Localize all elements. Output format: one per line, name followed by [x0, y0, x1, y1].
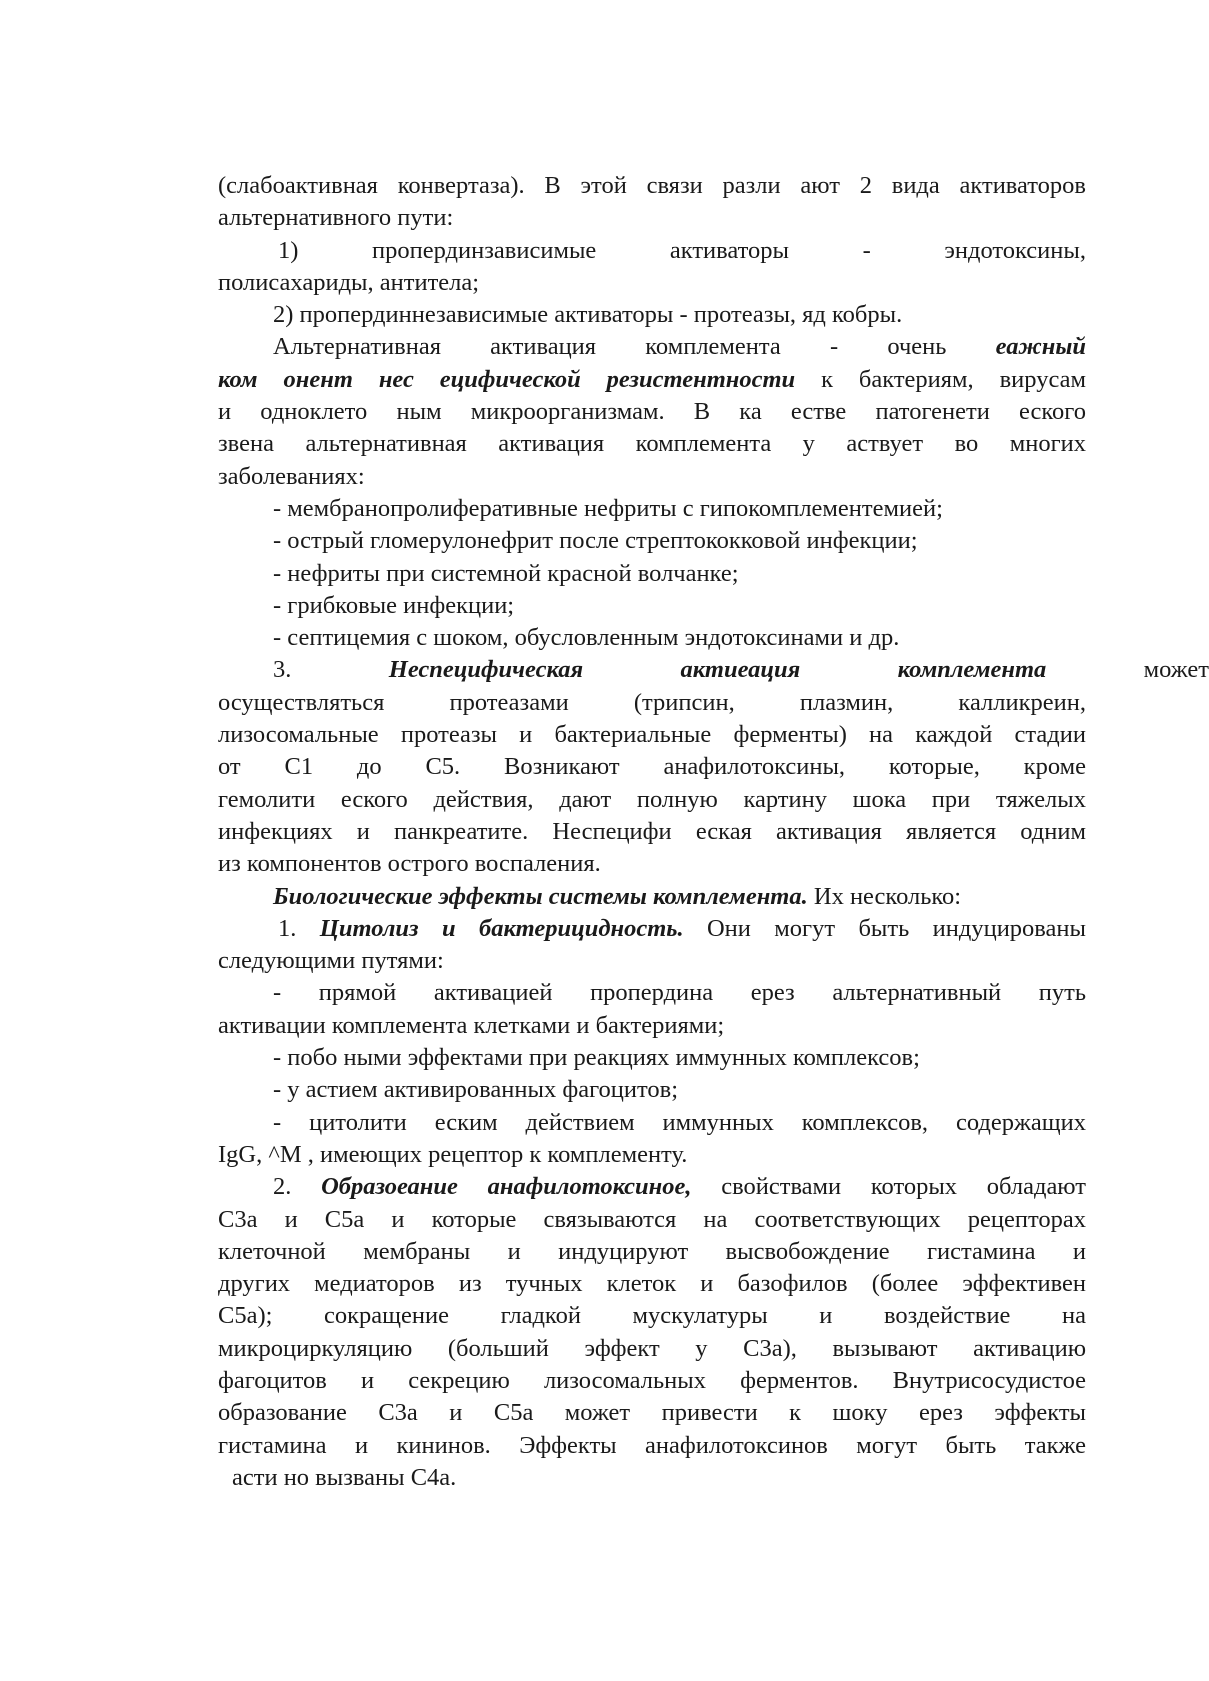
line-text: Они могут быть индуцированы	[683, 914, 1086, 942]
list-item	[218, 913, 1086, 945]
text-line: лизосомальные протеазы и бактериальные ферменты) на каждой стадии	[218, 721, 1086, 749]
list-item: - острый гломерулонефрит после стрептококковой инфекции;	[273, 527, 918, 555]
list-item: - нефриты при системной красной волчанке;	[273, 559, 739, 587]
text-line: звена альтернативная активация комплемента у аствует во многих	[218, 430, 1086, 458]
line-text: к бактериям, вирусам	[795, 365, 1086, 393]
text-line: инфекциях и панкреатите. Неспецифи еская активация является одним	[218, 817, 1086, 845]
text-line: гемолити еского действия, дают полную картину шока при тяжелых	[218, 785, 1086, 813]
text-line: образование С3а и С5а может привести к шоку ерез эффекты	[218, 1399, 1086, 1427]
text-line: IgG, ^М , имеющих рецептор к комплементу.	[218, 1140, 688, 1168]
list-item: - побо ными эффектами при реакциях иммунных комплексов;	[273, 1044, 920, 1072]
list-item: 1) пропердинзависимые активаторы - эндотоксины,	[278, 236, 1086, 264]
list-item: - цитолити еским действием иммунных комплексов, содержащих	[273, 1108, 1086, 1136]
emphasis-text: Неспецифическая актиеация комплемента	[388, 656, 1047, 684]
text-line: следующими путями:	[218, 947, 444, 975]
list-item: - прямой активацией пропердина ерез альтернативный путь	[273, 979, 1086, 1007]
text-line: С3а и С5а и которые связываются на соответствующих рецепторах	[218, 1205, 1086, 1233]
line-text: может	[1046, 656, 1209, 684]
line-text: свойствами которых обладают	[691, 1173, 1086, 1201]
list-item: - септицемия с шоком, обусловленным эндотоксинами и др.	[273, 624, 900, 652]
line-text: 2.	[273, 1173, 322, 1201]
text-line: осуществляться протеазами (трипсин, плазмин, калликреин,	[218, 688, 1086, 716]
text-line: других медиаторов из тучных клеток и базофилов (более эффективен	[218, 1270, 1086, 1298]
text-line: альтернативного пути:	[218, 204, 454, 232]
document-page	[218, 170, 1209, 1494]
text-line: фагоцитов и секрецию лизосомальных ферментов. Внутрисосудистое	[218, 1366, 1086, 1394]
list-item: - у астием активированных фагоцитов;	[273, 1076, 679, 1104]
text-line: активации комплемента клетками и бактериями;	[218, 1011, 725, 1039]
text-line: от С1 до С5. Возникают анафилотоксины, которые, кроме	[218, 753, 1086, 781]
line-text: Их несколько:	[807, 882, 962, 910]
emphasis-text: Образоеание анафилотоксиное,	[321, 1173, 692, 1201]
emphasis-text: Цитолиз и бактерицидность.	[319, 914, 684, 942]
line-text: Альтернативная активация комплемента - очень	[273, 333, 996, 361]
section-heading-line	[218, 654, 1209, 686]
text-line: С5а); сокращение гладкой мускулатуры и воздействие на	[218, 1302, 1086, 1330]
list-item: - грибковые инфекции;	[273, 591, 515, 619]
section-heading-line	[218, 881, 1086, 913]
text-line: заболеваниях:	[218, 462, 365, 490]
emphasis-text: еажный	[995, 333, 1086, 361]
emphasis-text: Биологические эффекты системы комплемента.	[273, 882, 808, 910]
list-item: - мембранопролиферативные нефриты с гипокомплементемией;	[273, 494, 943, 522]
text-line: гистамина и кининов. Эффекты анафилотоксинов могут быть также	[218, 1431, 1086, 1459]
text-line: микроциркуляцию (больший эффект у С3а), вызывают активацию	[218, 1334, 1086, 1362]
text-line: и одноклето ным микроорганизмам. В ка естве патогенети еского	[218, 398, 1086, 426]
line-text: 3.	[273, 656, 389, 684]
emphasis-text: ком онент нес ецифической резистентности	[218, 365, 796, 393]
line-text: 1.	[278, 914, 320, 942]
list-item: 2) пропердиннезависимые активаторы - протеазы, яд кобры.	[273, 301, 903, 329]
text-line: клеточной мембраны и индуцируют высвобождение гистамина и	[218, 1237, 1086, 1265]
text-line	[218, 364, 1086, 396]
text-line: из компонентов острого воспаления.	[218, 850, 601, 878]
text-line	[218, 331, 1086, 363]
text-line: асти но вызваны С4а.	[232, 1463, 457, 1491]
text-line: полисахариды, антитела;	[218, 268, 480, 296]
text-line: (слабоактивная конвертаза). В этой связи разли ают 2 вида активаторов	[218, 172, 1086, 199]
list-item	[218, 1171, 1086, 1203]
